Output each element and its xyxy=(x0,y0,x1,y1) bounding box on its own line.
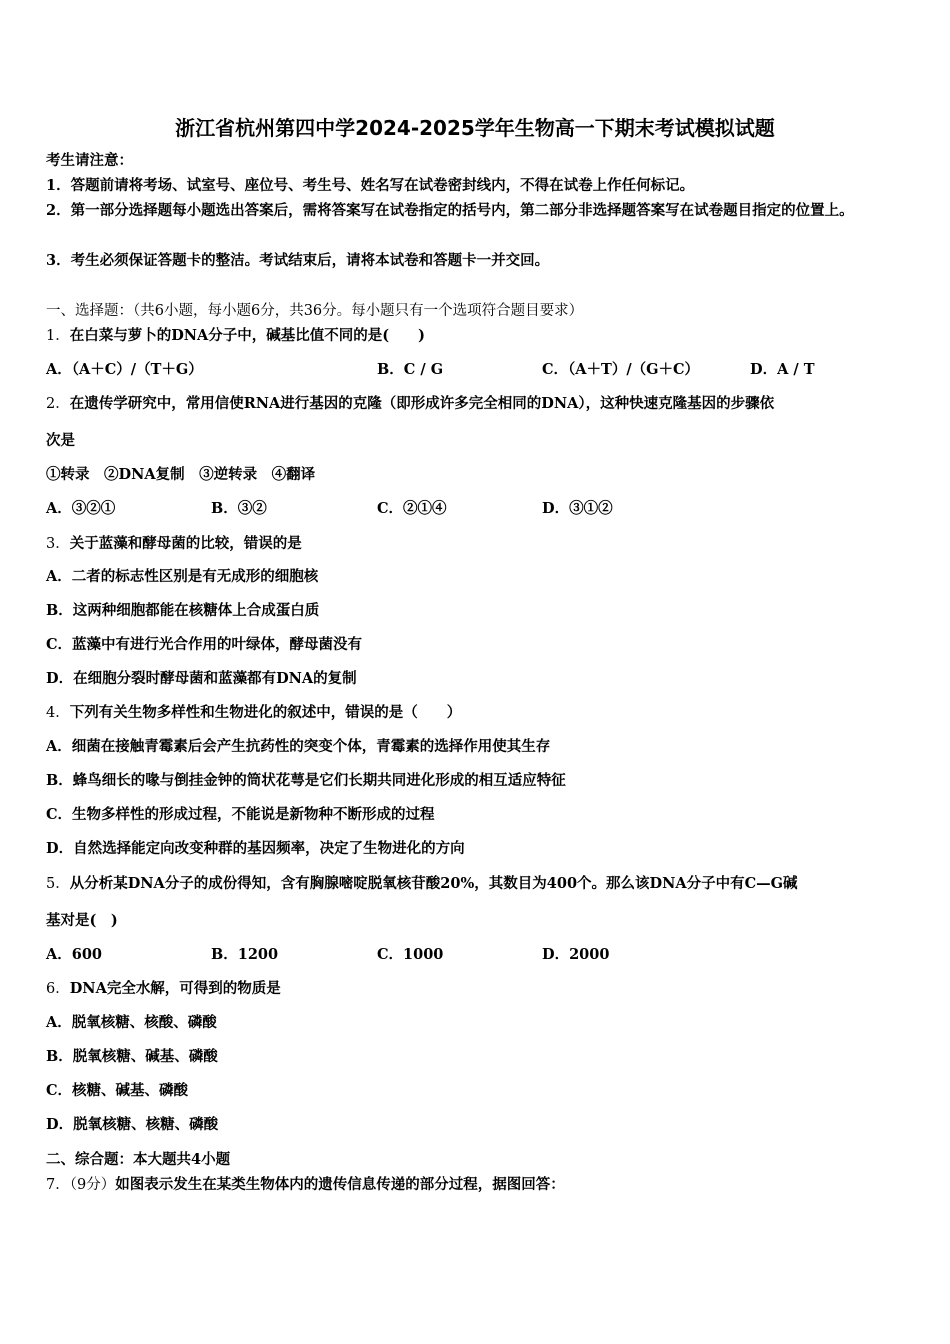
option-c: C．生物多样性的形成过程，不能说是新物种不断形成的过程 xyxy=(46,806,435,823)
question-stem: DNA完全水解，可得到的物质是 xyxy=(69,980,281,997)
question-number: 3． xyxy=(46,536,70,552)
option-d: D．A / T xyxy=(750,361,815,378)
question-number: 7． xyxy=(46,1177,70,1193)
option-c: C．1000 xyxy=(377,946,444,963)
notice-item: 2．第一部分选择题每小题选出答案后，需将答案写在试卷指定的括号内，第二部分非选择题答案写在试卷题目指定的位置上。 xyxy=(46,202,854,219)
question-6 xyxy=(46,979,281,999)
option-a: A．600 xyxy=(46,946,103,963)
question-stem: 关于蓝藻和酵母菌的比较，错误的是 xyxy=(69,535,302,552)
option-a: A．细菌在接触青霉素后会产生抗药性的突变个体，青霉素的选择作用使其生存 xyxy=(46,738,551,755)
question-2 xyxy=(46,394,774,414)
question-3 xyxy=(46,534,302,554)
question-5 xyxy=(46,874,798,894)
option-a: A．二者的标志性区别是有无成形的细胞核 xyxy=(46,568,319,585)
notice-item: 3．考生必须保证答题卡的整洁。考试结束后，请将本试卷和答题卡一并交回。 xyxy=(46,252,550,269)
option-d: D．脱氧核糖、核糖、磷酸 xyxy=(46,1116,219,1133)
option-c: C．（A＋T）/（G＋C） xyxy=(542,361,700,378)
option-b: B．蜂鸟细长的喙与倒挂金钟的筒状花萼是它们长期共同进化形成的相互适应特征 xyxy=(46,772,566,789)
option-d: D．③①② xyxy=(542,500,613,517)
notice-item: 1．答题前请将考场、试室号、座位号、考生号、姓名写在试卷密封线内，不得在试卷上作任何标记。 xyxy=(46,177,695,194)
question-steps: ①转录 ②DNA复制 ③逆转录 ④翻译 xyxy=(46,466,316,483)
question-4 xyxy=(46,703,461,723)
option-c: C．②①④ xyxy=(377,500,447,517)
question-1 xyxy=(46,326,425,346)
option-b: B．脱氧核糖、碱基、磷酸 xyxy=(46,1048,218,1065)
question-stem-continued: 次是 xyxy=(46,432,75,449)
question-7 xyxy=(46,1175,565,1195)
option-b: B．C / G xyxy=(377,361,444,378)
section-heading: 二、综合题：本大题共4小题 xyxy=(46,1151,231,1168)
notice-heading: 考生请注意： xyxy=(46,152,133,169)
option-a: A．③②① xyxy=(46,500,116,517)
option-a: A．（A＋C）/（T＋G） xyxy=(46,361,203,378)
question-stem: 下列有关生物多样性和生物进化的叙述中，错误的是（ ） xyxy=(69,704,462,721)
question-number: 6． xyxy=(46,981,70,997)
question-number: 5． xyxy=(46,876,70,892)
question-stem: 如图表示发生在某类生物体内的遗传信息传递的部分过程，据图回答： xyxy=(115,1176,565,1193)
section-heading: 一、选择题：（共6小题，每小题6分，共36分。每小题只有一个选项符合题目要求） xyxy=(46,303,584,319)
question-stem: 在白菜与萝卜的DNA分子中，碱基比值不同的是( ) xyxy=(69,327,426,344)
option-d: D．自然选择能定向改变种群的基因频率，决定了生物进化的方向 xyxy=(46,840,465,857)
option-d: D．在细胞分裂时酵母菌和蓝藻都有DNA的复制 xyxy=(46,670,357,687)
question-stem: 在遗传学研究中，常用信使RNA进行基因的克隆（即形成许多完全相同的DNA），这种快速克隆基因的步骤依 xyxy=(69,395,775,412)
question-number: 1． xyxy=(46,328,70,344)
page-title: 浙江省杭州第四中学2024-2025学年生物高一下期末考试模拟试题 xyxy=(175,116,775,140)
question-stem: 从分析某DNA分子的成份得知，含有胸腺嘧啶脱氧核苷酸20%，其数目为400个。那么该DNA分子中有C—G碱 xyxy=(69,875,798,892)
option-b: B．③② xyxy=(211,500,267,517)
question-stem-continued: 基对是( ) xyxy=(46,912,118,929)
question-score: （9分） xyxy=(69,1177,116,1193)
option-d: D．2000 xyxy=(542,946,610,963)
option-b: B．这两种细胞都能在核糖体上合成蛋白质 xyxy=(46,602,320,619)
option-a: A．脱氧核糖、核酸、磷酸 xyxy=(46,1014,217,1031)
option-c: C．核糖、碱基、磷酸 xyxy=(46,1082,189,1099)
question-number: 2． xyxy=(46,396,70,412)
option-c: C．蓝藻中有进行光合作用的叶绿体，酵母菌没有 xyxy=(46,636,363,653)
option-b: B．1200 xyxy=(211,946,279,963)
question-number: 4． xyxy=(46,705,70,721)
